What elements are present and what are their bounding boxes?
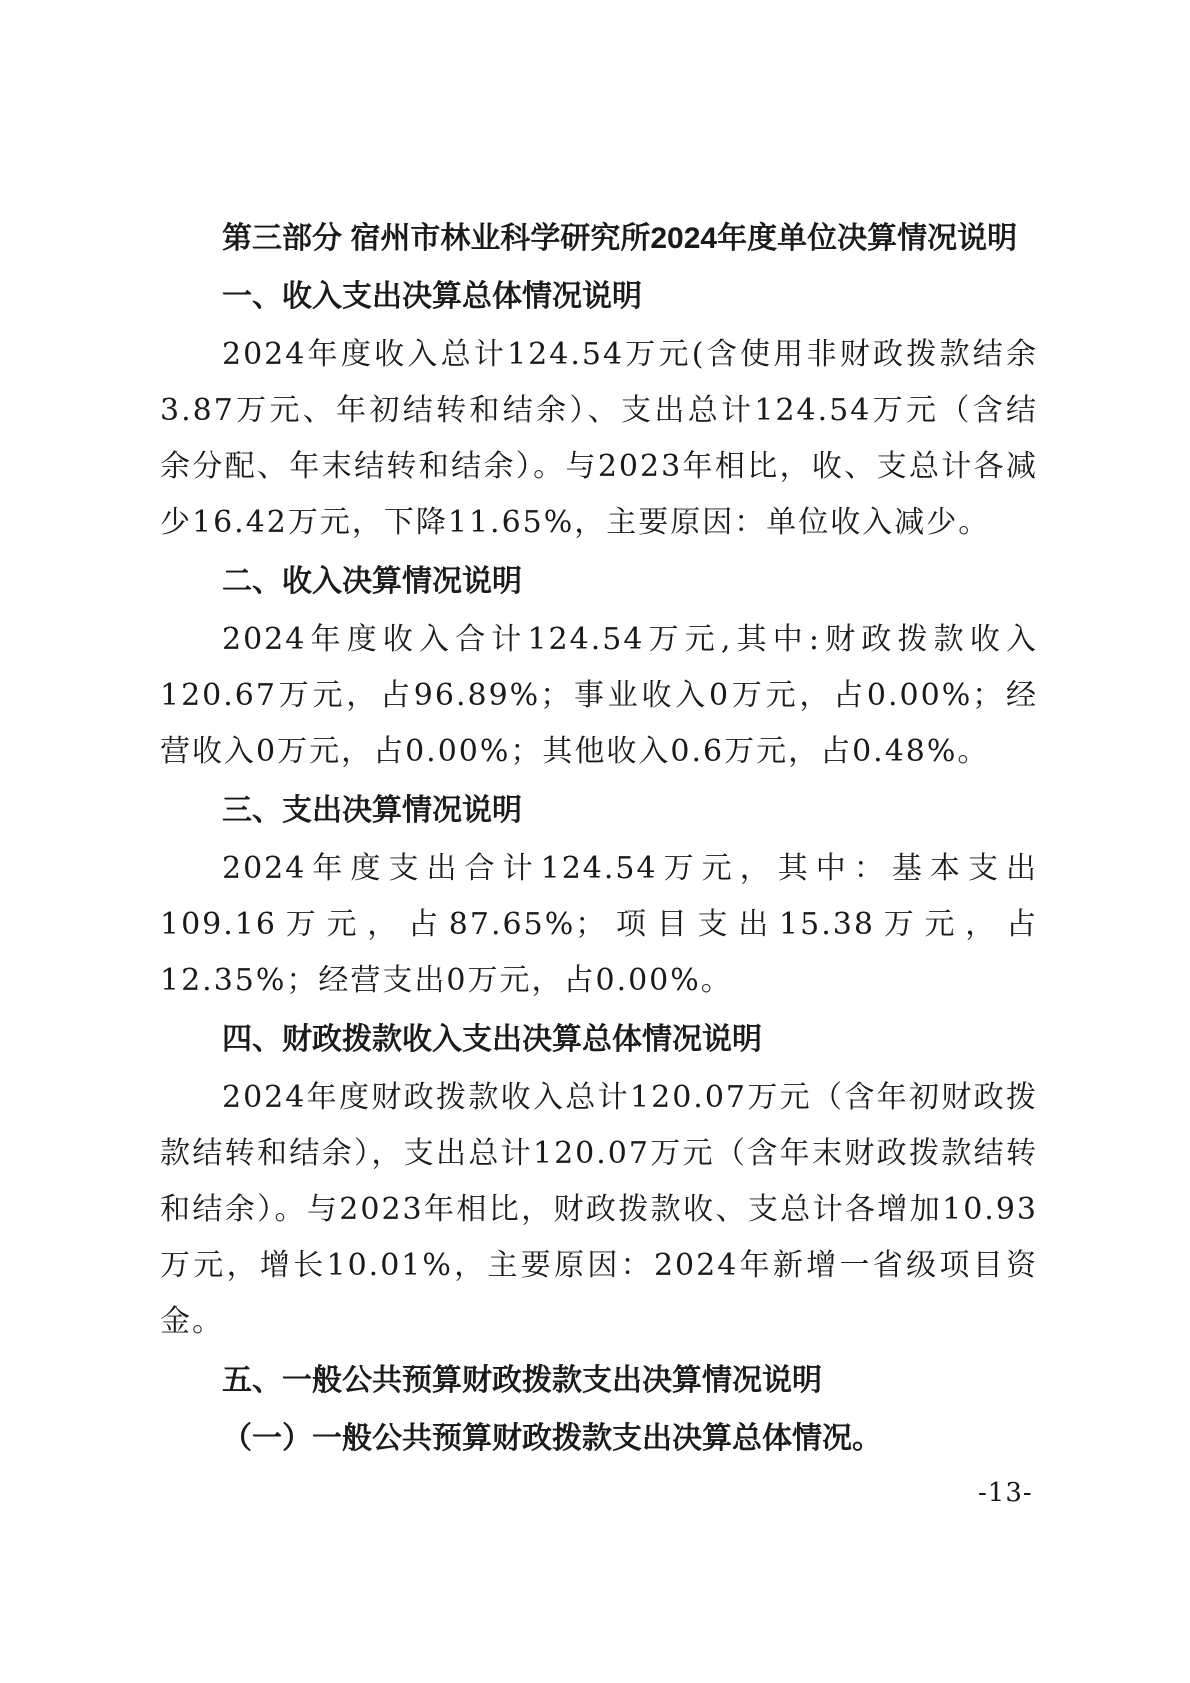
section-body-2: 2024年度收入合计124.54万元,其中:财政拨款收入120.67万元，占96.89%；事业收入0万元，占0.00%；经营收入0万元，占0.00%；其他收入0.6万元，占0.48%。 — [160, 622, 1038, 769]
section-heading-3: 三、支出决算情况说明 — [222, 794, 522, 827]
section-body-1: 2024年度收入总计124.54万元(含使用非财政拨款结余3.87万元、年初结转和结余）、支出总计124.54万元（含结余分配、年末结转和结余）。与2023年相比，收、支总计各减少16.42万元，下降11.65%，主要原因：单位收入减少。 — [160, 337, 1038, 540]
document-page — [160, 212, 1038, 1466]
subsection-heading: （一）一般公共预算财政拨款支出决算总体情况。 — [222, 1421, 882, 1456]
section-body-3: 2024年度支出合计124.54万元，其中：基本支出109.16万元，占87.65%；项目支出15.38万元，占12.35%；经营支出0万元，占0.00%。 — [160, 851, 1038, 998]
page-number: -13- — [978, 1478, 1033, 1508]
section-body-4: 2024年度财政拨款收入总计120.07万元（含年初财政拨款结转和结余），支出总计120.07万元（含年末财政拨款结转和结余）。与2023年相比，财政拨款收、支总计各增加10.93万元，增长10.01%，主要原因：2024年新增一省级项目资金。 — [160, 1080, 1038, 1339]
section-heading-2: 二、收入决算情况说明 — [222, 565, 522, 598]
section-heading-1: 一、收入支出决算总体情况说明 — [222, 280, 642, 313]
section-heading-4: 四、财政拨款收入支出决算总体情况说明 — [222, 1023, 762, 1056]
section-heading-5: 五、一般公共预算财政拨款支出决算情况说明 — [222, 1364, 822, 1397]
document-title: 第三部分 宿州市林业科学研究所2024年度单位决算情况说明 — [222, 222, 1018, 255]
